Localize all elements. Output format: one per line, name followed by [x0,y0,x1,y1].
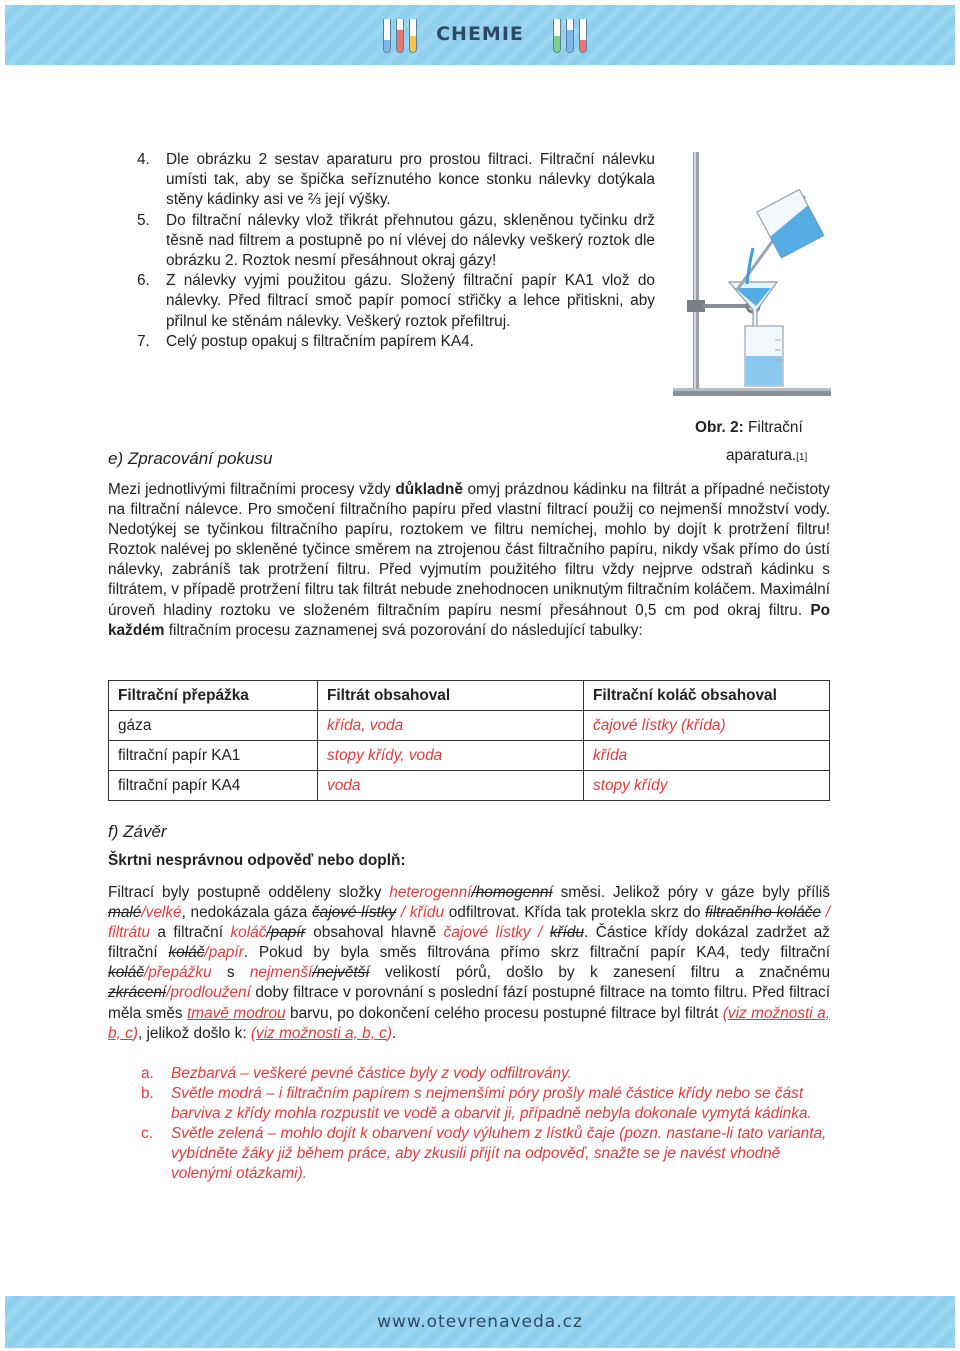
table-cell: voda [318,771,584,801]
table-cell: filtrační papír KA1 [109,741,318,771]
figure-ref: [1] [796,452,808,463]
results-table [108,680,830,801]
step-item: 6. Z nálevky vyjmi použitou gázu. Složený filtrační papír KA1 vlož do nálevky. Před filtrací smoč papír pomocí střičky a lehce přitiskni, aby přilnul ke stěnám nálevky. Veškerý roztok přefiltruj. [137,272,655,330]
table-cell: křída [584,741,830,771]
figure-title-a: Filtrační [748,419,803,436]
procedure-steps [137,150,655,352]
section-e-title: e) Zpracování pokusu [108,449,273,468]
option-item: b. Světle modrá – i filtračním papírem s nejmenšími póry prošly malé částice křídy nebo se část barviva z křídy mohla rozpustit ve vodě a obarvit ji, případně nebyla dokonale vymytá kádinka. [141,1085,812,1123]
step-item: 5. Do filtrační nálevky vlož třikrát přehnutou gázu, skleněnou tyčinku drž těsně nad filtrem a postupně po ní vlévej do nálevky veškerý roztok dle obrázku 2. Roztok nesmí přesáhnout okraj gázy! [137,211,655,270]
test-tubes-icon-right [553,19,587,53]
table-row [109,771,830,801]
filtration-apparatus-figure [665,150,835,400]
figure-caption [695,414,835,470]
section-f-instruction: Škrtni nesprávnou odpověď nebo doplň: [108,852,406,869]
section-e-paragraph: Mezi jednotlivými filtračními procesy vždy důkladně omyj prázdnou kádinku na filtrát a případné nečistoty na filtrační nálevce. Pro smočení filtračního papíru před vlastní filtrací použij co nejmenší množství vody. Nedotýkej se tyčinkou filtračního papíru, roztokem ve filtru nemíchej, mohlo by dojít k protržení filtru! Roztok nalévej po skleněné tyčince směrem na ztrojenou část filtračního papíru, nikdy však přímo do ústí nálevky, zabráníš tak protržení filtru. Před vyjmutím použitého filtru vždy nejprve odstraň kádinku s filtrátem, v případě protržení filtru tak filtrát nebude znehodnocen uniknutým filtračním koláčem. Maximální úroveň hladiny roztoku ve složeném filtračním papíru nesmí přesáhnout 0,5 cm pod okraj filtru. Po každém filtračním procesu zaznamenej svá pozorování do následující tabulky: [108,481,830,639]
table-cell: filtrační papír KA4 [109,771,318,801]
footer-url[interactable]: www.otevrenaveda.cz [377,1312,583,1332]
option-item: c. Světle zelená – mohlo dojít k obarvení vody výluhem z lístků čaje (pozn. nastane-li tato varianta, vybídněte žáky již během práce, aby zkusili přijít na odpověď, snažte se je navést vhodně volenými otázkami). [141,1125,827,1183]
section-f-title: f) Závěr [108,822,167,841]
table-cell: křída, voda [318,711,584,741]
table-cell: stopy křídy [584,771,830,801]
figure-label: Obr. 2: [695,419,744,436]
footer-banner [5,1296,955,1348]
table-cell: stopy křídy, voda [318,741,584,771]
table-cell: gáza [109,711,318,741]
step-item: 4. Dle obrázku 2 sestav aparaturu pro prostou filtraci. Filtrační nálevku umísti tak, aby se špička seříznutého konce stonku nálevky dotýkala stěny kádinky asi ve ⅔ její výšky. [137,151,655,209]
table-row [109,711,830,741]
table-header-row [109,681,830,711]
section-f-paragraph: Filtrací byly postupně odděleny složky heterogenní/homogenní směsi. Jelikož póry v gáze byly příliš malé/velké, nedokázala gáza čajové lístky / křídu odfiltrovat. Křída tak protekla skrz do filtračního koláče / filtrátu a filtrační koláč/papír obsahoval hlavně čajové lístky / křídu. Částice křídy dokázal zadržet až filtrační koláč/papír. Pokud by byla směs filtrována přímo skrz filtrační papír KA4, tedy filtrační koláč/přepážku s nejmenší/největší velikostí pórů, došlo by k zanesení filtru a značnému zkrácení/prodloužení doby filtrace v porovnání s poslední fází postupné filtrace na tomto filtru. Před filtrací měla směs tmavě modrou barvu, po dokončení celého procesu postupné filtrace byl filtrát (viz možnosti a, b, c), jelikož došlo k: (viz možnosti a, b, c). [108,884,830,1042]
option-item: a. Bezbarvá – veškeré pevné částice byly z vody odfiltrovány. [141,1065,572,1082]
header-title: CHEMIE [436,23,524,45]
table-header-cell: Filtrát obsahoval [318,681,584,711]
table-row [109,741,830,771]
answer-options [141,1064,831,1185]
header-banner [5,5,955,65]
table-header-cell: Filtrační koláč obsahoval [584,681,830,711]
filtration-apparatus-icon [665,150,835,400]
table-header-cell: Filtrační přepážka [109,681,318,711]
table-cell: čajové lístky (křída) [584,711,830,741]
step-item: 7. Celý postup opakuj s filtračním papírem KA4. [137,332,474,350]
figure-title-b: aparatura. [726,447,797,464]
